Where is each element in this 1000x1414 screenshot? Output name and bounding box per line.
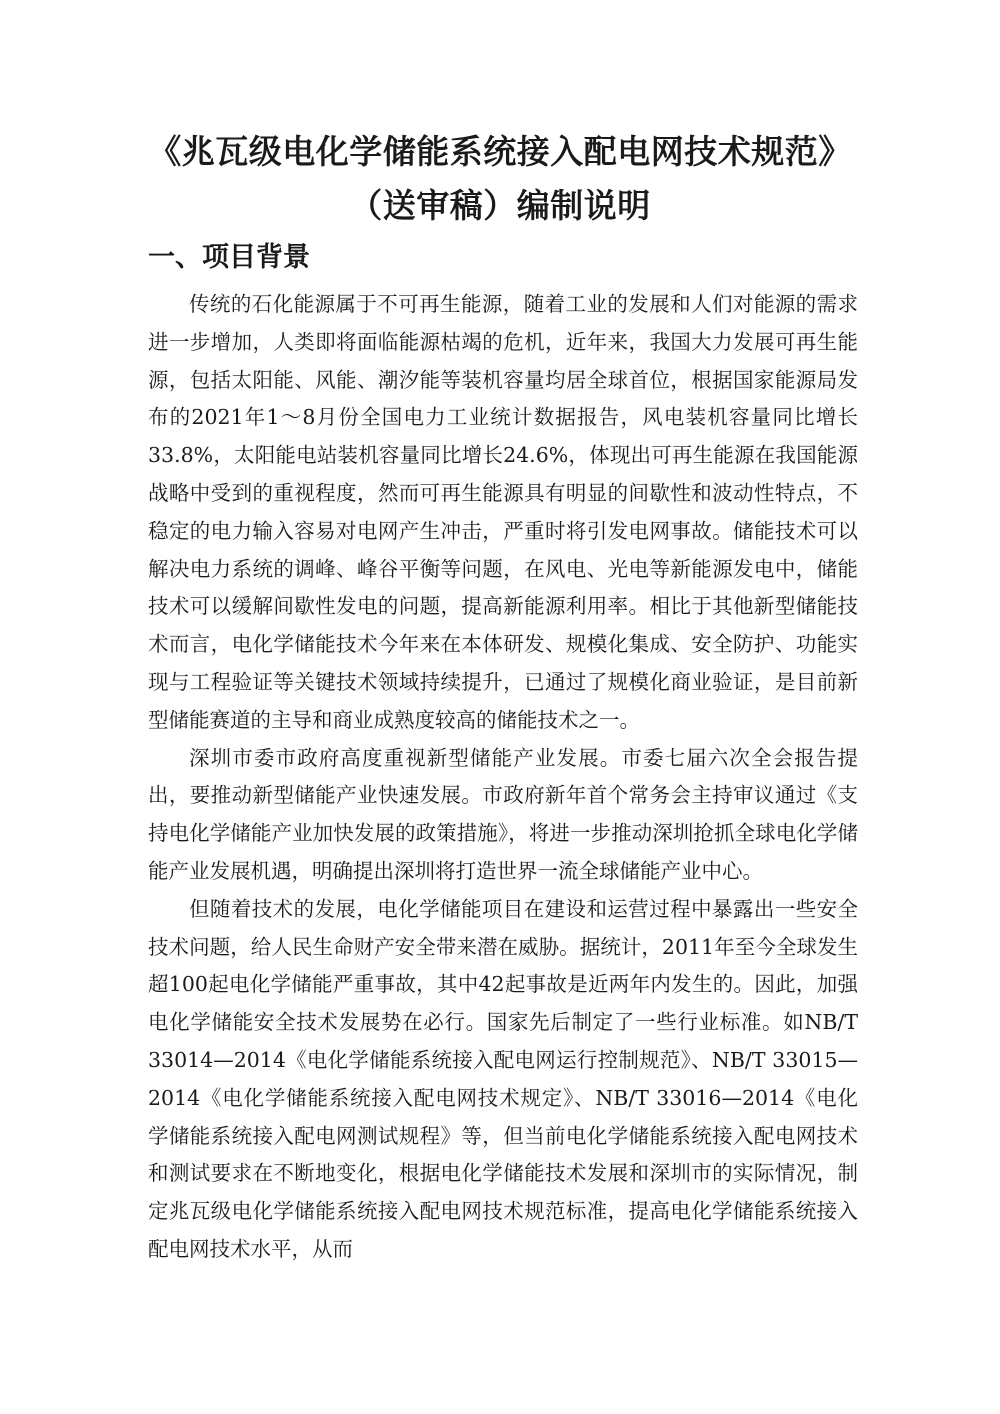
section-heading: 一、项目背景 [148, 242, 310, 273]
document-title: 《兆瓦级电化学储能系统接入配电网技术规范》 [148, 132, 852, 171]
document-subtitle: （送审稿）编制说明 [349, 186, 651, 225]
paragraph-background: 传统的石化能源属于不可再生能源，随着工业的发展和人们对能源的需求进一步增加，人类即将面临能源枯竭的危机，近年来，我国大力发展可再生能源，包括太阳能、风能、潮汐能等装机容量均居全球首位，根据国家能源局发布的2021年1～8月份全国电力工业统计数据报告，风电装机容量同比增长33.8%，太阳能电站装机容量同比增长24.6%，体现出可再生能源在我国能源战略中受到的重视程度，然而可再生能源具有明显的间歇性和波动性特点，不稳定的电力输入容易对电网产生冲击，严重时将引发电网事故。储能技术可以解决电力系统的调峰、峰谷平衡等问题，在风电、光电等新能源发电中，储能技术可以缓解间歇性发电的问题，提高新能源利用率。相比于其他新型储能技术而言，电化学储能技术今年来在本体研发、规模化集成、安全防护、功能实现与工程验证等关键技术领域持续提升，已通过了规模化商业验证，是目前新型储能赛道的主导和商业成熟度较高的储能技术之一。 [148, 292, 858, 732]
paragraph-safety-standards: 但随着技术的发展，电化学储能项目在建设和运营过程中暴露出一些安全技术问题，给人民生命财产安全带来潜在威胁。据统计，2011年至今全球发生超100起电化学储能严重事故，其中42起事故是近两年内发生的。因此，加强电化学储能安全技术发展势在必行。国家先后制定了一些行业标准。如NB/T 33014—2014《电化学储能系统接入配电网运行控制规范》、NB/T 33015—2014《电化学储能系统接入配电网技术规定》、NB/T 33016—2014《电化学储能系统接入配电网测试规程》等，但当前电化学储能系统接入配电网技术和测试要求在不断地变化，根据电化学储能技术发展和深圳市的实际情况，制定兆瓦级电化学储能系统接入配电网技术规范标准，提高电化学储能系统接入配电网技术水平，从而 [148, 896, 858, 1261]
body-text [148, 286, 858, 1269]
paragraph-shenzhen-policy: 深圳市委市政府高度重视新型储能产业发展。市委七届六次全会报告提出，要推动新型储能产业快速发展。市政府新年首个常务会主持审议通过《支持电化学储能产业加快发展的政策措施》，将进一步推动深圳抢抓全球电化学储能产业发展机遇，明确提出深圳将打造世界一流全球储能产业中心。 [148, 745, 858, 883]
